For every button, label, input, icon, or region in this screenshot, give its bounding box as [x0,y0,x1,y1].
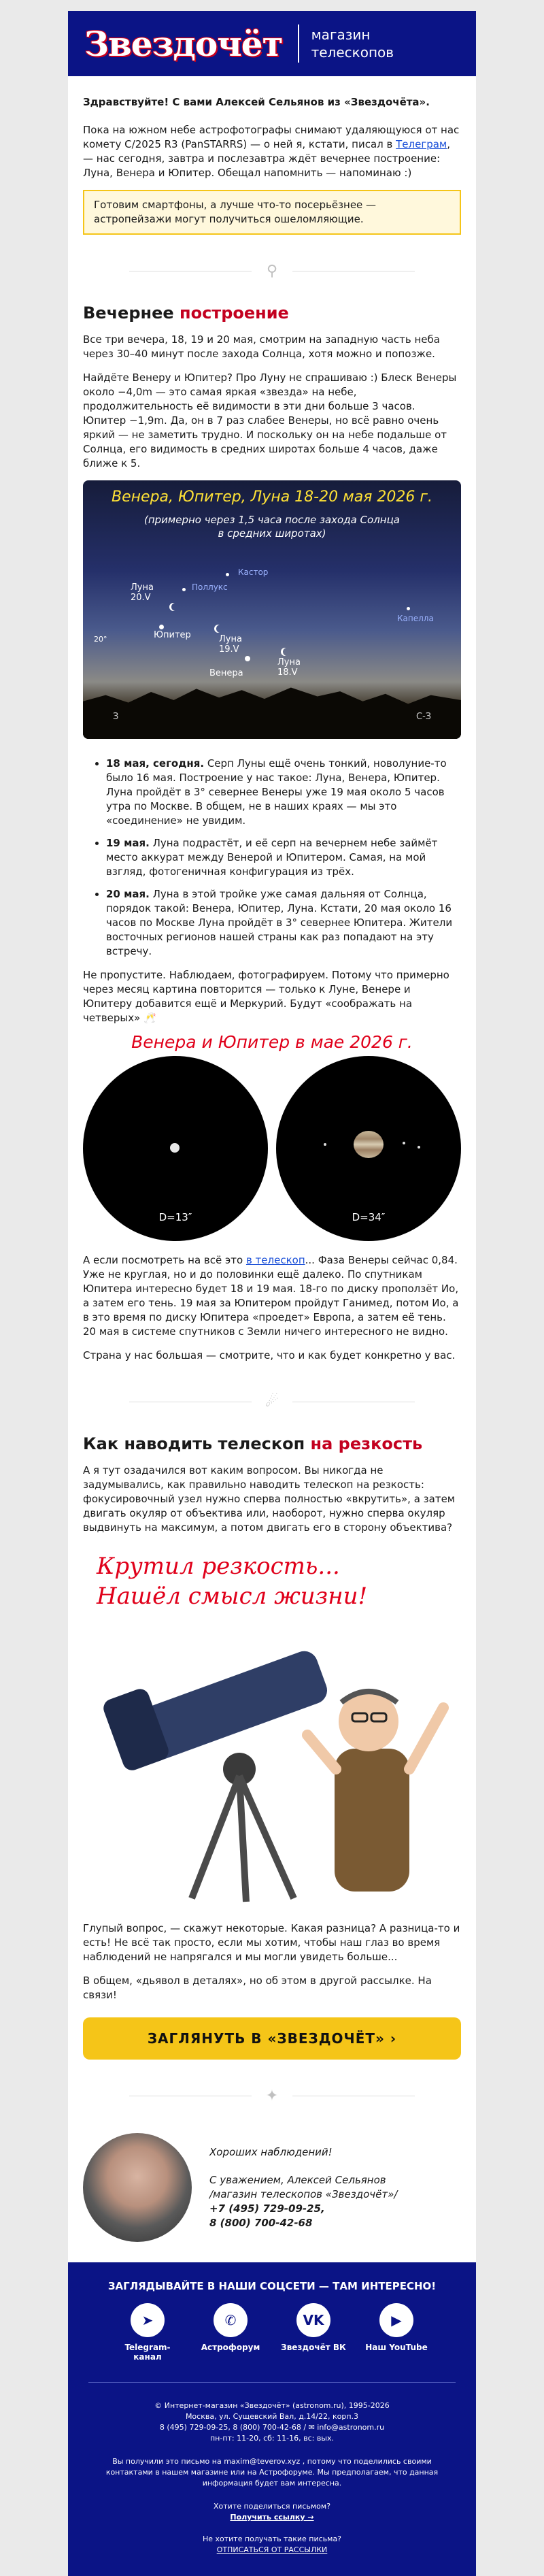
footer-contacts: 8 (495) 729-09-25, 8 (800) 700-42-68 / ✉ info@astronom.ru [159,2423,385,2432]
west-label: З [113,712,119,722]
pollux-star [182,588,186,591]
social-vk[interactable]: VK Звездочёт ВК [278,2303,349,2362]
country-paragraph: Страна у нас большая — смотрите, что и как будет конкретно у вас. [83,1349,456,1361]
signature [83,2125,461,2262]
logo-subtitle-line1: магазин [311,27,371,43]
youtube-icon[interactable]: ▶ [379,2303,413,2337]
footer-copyright: © Интернет-магазин «Звездочёт» (astronom.ru), 1995-2026 [154,2401,390,2410]
intro-text: Пока на южном небе астрофотографы снимают удаляющуюся от нас комету C/2025 R3 (PanSTARRS) — о ней я, кстати, писал в [83,124,460,150]
list-item: • 19 мая. Луна подрастёт, и её серп на вечернем небе займёт место аккурат между Венерой и Юпитером. Самая, на мой взгляд, фотогеничная конфигурация из трёх. [106,836,461,879]
greeting: Здравствуйте! С вами Алексей Сельянов из «Звездочёта». [83,96,430,108]
jupiter-star [159,625,164,629]
signature-wish: Хороших наблюдений! [209,2146,333,2158]
sky-chart-image [83,480,461,739]
moon-19-label: Луна 19.V [219,634,242,655]
footer [68,2262,476,2576]
moon-18-label: Луна 18.V [277,657,301,678]
signature-company: /магазин телескопов «Звездочёт»/ [209,2188,398,2200]
footer-divider [88,2382,456,2383]
jupiter-disk [354,1131,384,1158]
venus-star [245,656,250,661]
sky-subtitle: (примерно через 1,5 часа после захода Солнца в средних широтах) [143,514,401,540]
logo-subtitle-line2: телескопов [311,44,394,61]
jupiter-telescope-view [276,1056,461,1241]
kastor-label: Кастор [238,567,269,577]
venus-label: Венера [209,668,243,678]
social-links [88,2303,456,2362]
telegram-icon[interactable]: ➤ [131,2303,165,2337]
sky-title: Венера, Юпитер, Луна 18-20 мая 2026 г. [112,489,432,506]
signature-name: С уважением, Алексей Сельянов [209,2174,386,2186]
unsubscribe-link[interactable]: ОТПИСАТЬСЯ ОТ РАССЫЛКИ [216,2545,328,2554]
telescope-icon: ⚲ [266,262,278,280]
footer-why: Вы получили это письмо на maxim@teverov.xyz , потому что поделились своими контактами в нашем магазине или на Астрофоруме. Мы предполагаем, что данная информация будет вам интересна. [105,2457,439,2488]
capella-star [407,607,410,610]
intro-text-end: , — нас сегодня, завтра и послезавтра ждёт вечернее построение: Луна, Венера и Юпитер. Обещал напомнить — напоминаю :) [83,138,451,179]
email-body [68,76,476,2262]
cartoon-caption-line2: Нашёл смысл жизни! [97,1583,368,1610]
pollux-label: Поллукс [192,582,228,592]
intro-paragraph [83,123,461,180]
signature-phone-2[interactable]: 8 (800) 700-42-68 [209,2217,313,2229]
vk-icon[interactable]: VK [296,2303,330,2337]
logo[interactable]: Звездочёт [84,23,283,64]
share-link[interactable]: Получить ссылку → [230,2513,314,2522]
evening-paragraph-1: Все три вечера, 18, 19 и 20 мая, смотрим на западную часть неба через 30–40 минут после захода Солнца, хотя можно и попозже. [83,333,440,360]
moon-20-label: Луна 20.V [131,582,154,603]
jupiter-diameter-label: D=34″ [352,1211,386,1223]
tip-note: Готовим смартфоны, а лучше что-то посерьёзнее — астропейзажи могут получиться ошеломляющие. [83,190,461,235]
europa-moon [403,1142,405,1144]
evening-paragraph-2: Найдёте Венеру и Юпитер? Про Луну не спрашиваю :) Блеск Венеры около −4,0m — это самая яркая «звезда» на небе, продолжительность её видимости в эти дни больше 3 часов. Юпитер −1,9m. Да, он в 7 раз слабее Венеры, но всё равно очень яркий — не заметить трудно. И поскольку он на небе подальше от Солнца, его видимость в средних широтах больше 4 часов, даже ближе к 5. [83,371,457,469]
list-item: • 20 мая. Луна в этой тройке уже самая дальняя от Солнца, порядок такой: Венера, Юпитер, Луна. Кстати, 20 мая около 16 часов по Москве Луна пройдёт в 3° севернее Юпитера. Жители восточных регионов нашей страны как раз попадают на эту встречу. [106,887,461,959]
venus-telescope-view [83,1056,268,1241]
unsubscribe-question: Не хотите получать такие письма? [202,2534,342,2543]
io-moon [324,1143,326,1146]
moon-20-icon [171,603,180,611]
signature-phone-1[interactable]: +7 (495) 729-09-25, [209,2202,325,2215]
telegram-link[interactable]: Телеграм [396,138,447,150]
capella-label: Капелла [397,614,434,623]
focus-paragraph-2: Глупый вопрос, — скажут некоторые. Какая разница? А разница-то и есть! Не всё так просто, если мы хотим, чтобы наш глаз во время наблюдений не напрягался и мы могли увидеть больше... [83,1922,460,1963]
jupiter-label: Юпитер [154,630,191,640]
footer-address: Москва, ул. Сущевский Вал, д.14/22, корп.3 [185,2412,359,2421]
planets-title: Венера и Юпитер в мае 2026 г. [131,1032,413,1052]
logo-subtitle [311,26,394,61]
horizon-silhouette [83,676,461,739]
kastor-star [226,573,229,576]
forum-icon[interactable]: ✆ [214,2303,248,2337]
telescope-link[interactable]: в телескоп [245,1254,305,1266]
telescope-paragraph: А если посмотреть на всё это в телескоп... Фаза Венеры сейчас 0,84. Уже не круглая, но и до половинки ещё далеко. По спутникам Юпитера интересно будет 18 и 19 мая. 18-го по диску проползёт Ио, а затем его тень. 19 мая за Юпитером пройдут Ганимед, потом Ио, а в это время по диску Юпитера «проедет» Европа, а затем её тень. 20 мая в системе спутников с Земли ничего интересного не видно. [83,1254,459,1338]
divider [83,242,461,300]
visit-store-button[interactable]: ЗАГЛЯНУТЬ В «ЗВЕЗДОЧЁТ» › [83,2017,461,2060]
moon-18-icon [283,648,291,656]
share-question: Хотите поделиться письмом? [213,2502,331,2511]
divider [83,1372,461,1431]
cartoon-telescope-illustration [83,1545,461,1912]
focus-paragraph-3: В общем, «дьявол в деталях», но об этом в другой рассылке. На связи! [83,1975,432,2001]
header [68,11,476,76]
section-title-focus: Как наводить телескоп на резкость [83,1434,423,1453]
day-list [106,757,461,959]
section-title-evening: Вечернее построение [83,303,289,323]
footer-hours: пн-пт: 11-20, сб: 11-16, вс: вых. [209,2434,334,2443]
footer-heading: ЗАГЛЯДЫВАЙТЕ В НАШИ СОЦСЕТИ — ТАМ ИНТЕРЕСНО! [107,2280,437,2292]
social-forum[interactable]: ✆ Астрофорум [195,2303,266,2362]
social-telegram[interactable]: ➤ Telegram-канал [112,2303,183,2362]
comet-icon: ☄ [265,1393,279,1410]
list-item: • 18 мая, сегодня. Серп Луны ещё очень тонкий, новолуние-то было 16 мая. Построение у нас такое: Луна, Венера, Юпитер. Луна пройдёт в 3° севернее Венеры уже 19 мая около 5 часов утра по Москве. В общем, не в наших краях — мы это «соединение» не увидим. [106,757,461,828]
cartoon-image [83,1545,461,1912]
signature-text [209,2145,397,2230]
ganymede-moon [418,1146,420,1149]
focus-paragraph-1: А я тут озадачился вот каким вопросом. Вы никогда не задумывались, как правильно наводить телескоп на резкость: фокусировочный узел нужно сперва полностью «вкрутить», а затем двигать окуляр от объектива или, наоборот, нужно сперва окуляр выдвинуть на максимум, а потом двигать его в сторону объектива? [83,1464,456,1534]
moon-19-icon [216,625,224,633]
logo-divider [298,24,299,63]
social-youtube[interactable]: ▶ Наш YouTube [361,2303,432,2362]
venus-disk [170,1143,180,1153]
sparkle-icon: ✦ [265,2087,279,2104]
divider [83,2066,461,2125]
repeat-paragraph: Не пропустите. Наблюдаем, фотографируем. Потому что примерно через месяц картина повторится — только к Луне, Венере и Юпитеру добавится ещё и Меркурий. Будут «соображать на четверых» 🥂 [83,969,449,1024]
cartoon-caption-line1: Крутил резкость... [97,1553,340,1580]
northwest-label: С-З [416,712,432,722]
venus-diameter-label: D=13″ [158,1211,192,1223]
altitude-label: 20° [94,635,107,644]
avatar [83,2133,192,2242]
email-container [68,11,476,2576]
telescope-views [83,1056,461,1241]
